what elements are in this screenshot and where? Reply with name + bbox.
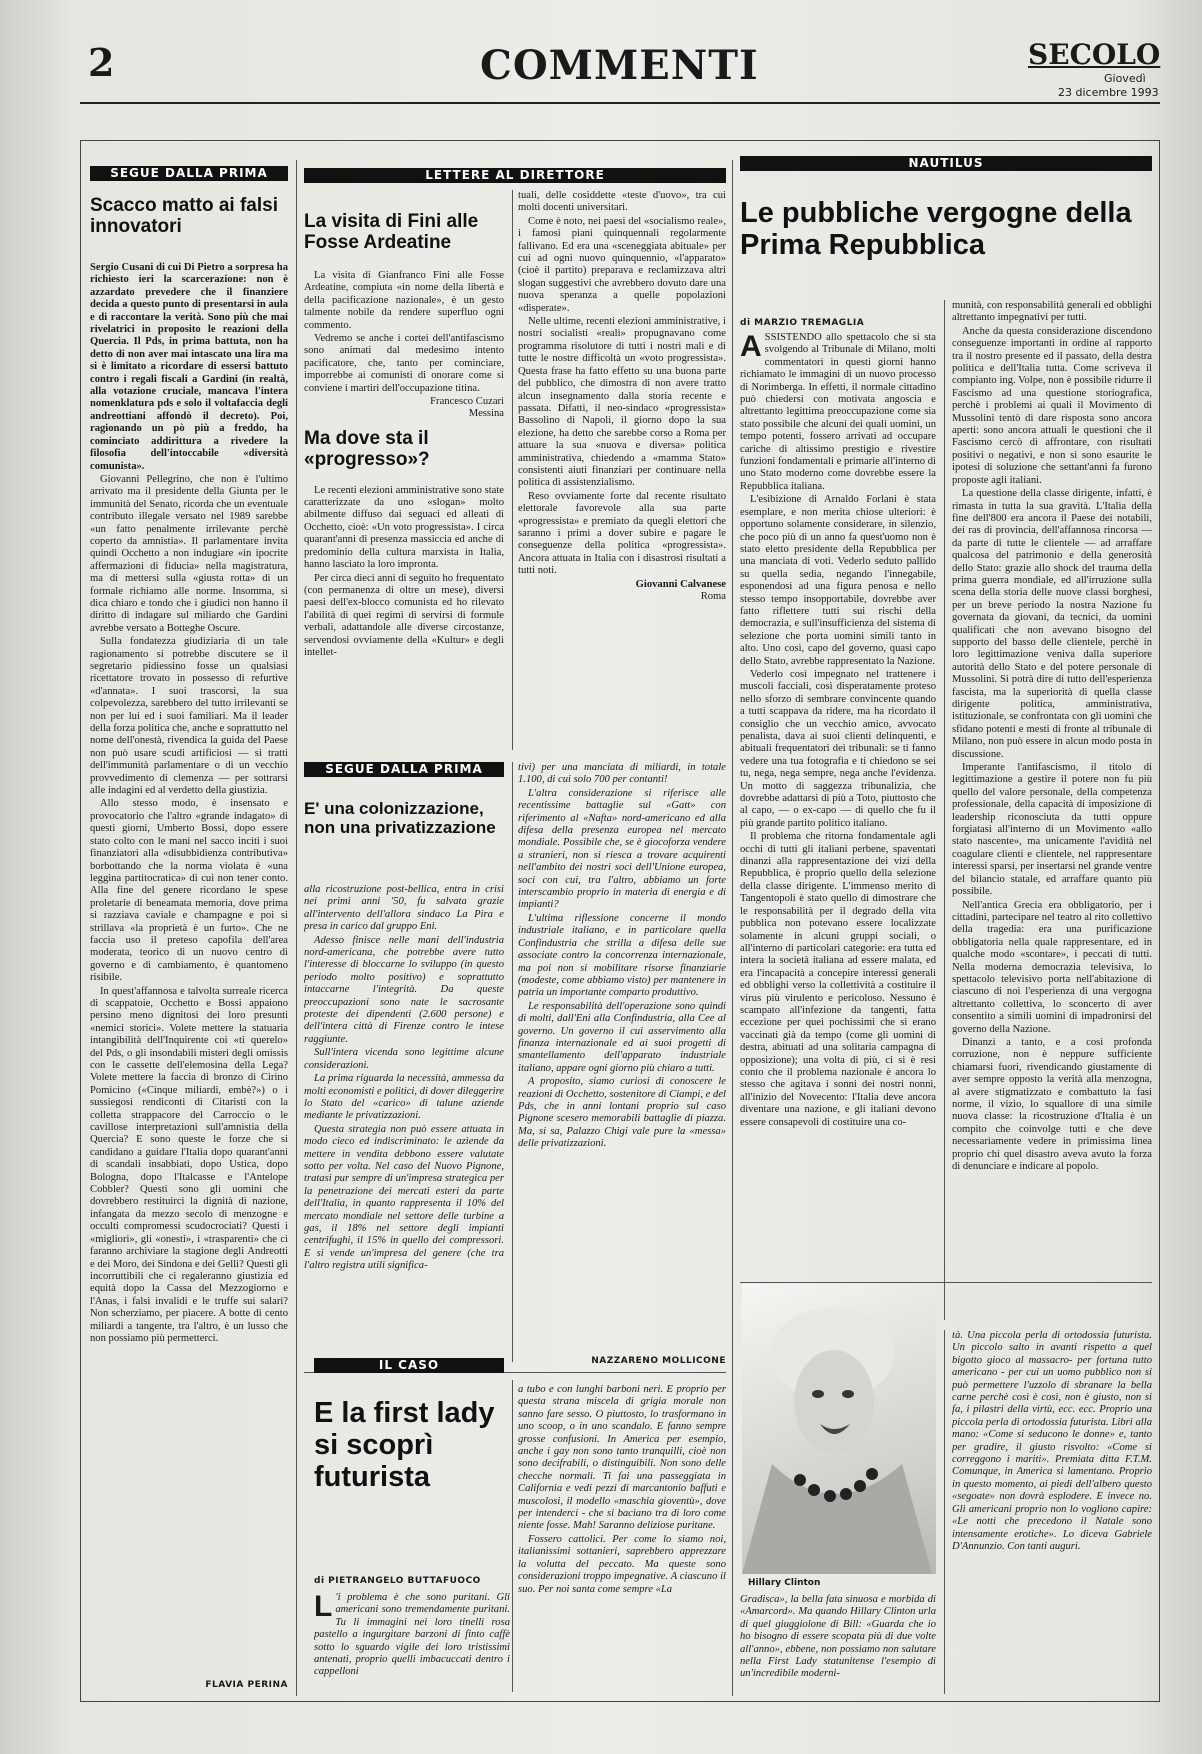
paragraph: La questione della classe dirigente, infatti, è rimasta in tutta la sua gravità. L'Italia della fine dell'800 era ancora il Paese dei notabili, dei ras di provincia, dell'affannosa rincorsa — da parte di tutte le clientele — ad arraffare qualcosa del patrimonio e della generosità dello Stato: grazie allo shock del trauma della prima guerra mondiale, ed all'irruzione sulla scena della storia delle nuove classi borghesi, per un breve periodo la nostra Nazione fu governata da giovani, da tecnici, da uomini qualificati che non avevano bisogno del supporto del basso delle clientele, perchè in loro legittimazione veniva dalla superiore autorità dello Stato e del potere personale di Mussolini. Si potrà dire di tutto dell'esperienza fascista, ma la superiorità di quella classe dirigente politica, amministrativa, istituzionale, se confrontata con gli uomini che sfidano potenti e mesti di fronte al tribunale di Milano, non può essere in alcun modo posta in discussione. — [952, 488, 1152, 760]
byline-buttafuoco: di PIETRANGELO BUTTAFUOCO — [314, 1576, 481, 1586]
issue-date: 23 dicembre 1993 — [1058, 86, 1159, 99]
drop-cap: L — [314, 1592, 333, 1623]
letter-signature-name: Giovanni Calvanese — [635, 578, 726, 590]
paragraph: Dinanzi a tanto, e a così profonda corruzione, non è neppure sufficiente chiamarsi fuori, rivendicando giustamente di aver sempre opposto la verità alla menzogna, al avere stigmatizzato e combattuto la fasi norme, il vizio, lo squallore di una simile nuova classe: la ricostruzione d'Italia è un compito che coinvolge tutti e che deve necessariamente vedere in primissima linea proprio chi quel disastro aveva avuto la forza di denunciare e indicare al popolo. — [952, 1036, 1152, 1173]
article-first-lady-col4 — [952, 1330, 1152, 1692]
column-divider — [512, 190, 513, 750]
headline-first-lady: E la first lady si scoprì futurista — [314, 1397, 495, 1493]
paragraph: a tubo e con lunghi barboni neri. E proprio per questa strana miscela di grigia morale non sanno fare sesso. O piuttosto, lo trasformano in uno scoop, o in uno scandalo. E fanno sempre grosse confusioni. In America per esempio, anche i gay non sono tanto tranquilli, cioè non sono decifrabili, o distinguibili. Non sono delle checche normali. Ti fai una passeggiata in California e vedi pezzi di marcantonio baffuti e muscolosi, il modello «maschia gioventù», dove per intenderci - che si baciano tra di loro come niente fosse. Mah! Saranno deliziose puritane. — [518, 1384, 726, 1532]
article-nautilus-col1 — [740, 332, 936, 1276]
kicker-segue-2: SEGUE DALLA PRIMA — [304, 762, 504, 777]
page-number: 2 — [88, 40, 115, 85]
hillary-clinton-photo — [742, 1284, 936, 1574]
paragraph: La prima riguarda la necessità, ammessa da molti economisti e politici, di dover dileggerire lo Stato del «carico» di talune aziende mediante le privatizzazioni. — [304, 1073, 504, 1122]
paragraph: tà. Una piccola perla di ortodossia futurista. Un piccolo salto in avanti rispetto a quel bigotto gioco al massacro- per fortuna tutto americano - per cui un uomo pubblico non si può permettere l'uzzolo di sbranare la bella carne perchè così è così, non è giusto, non si fa, i pilastri della virtù, ecc. ecc. Proprio una piccola perla di ortodossia futurista. Libri alla mano: «Come si seducono le donne» e, tanto per gradire, il giusto risvolto: «Come si correggono i mariti». Premiata ditta F.T.M. Comunque, in America si lamentano. Proprio in questo momento, ai piedi dell'albero questo «segoate» non dovrà esplodere. E invece no. Gli americani proprio non lo vogliono capire: «Le notti che precedono il Natale sono intensamente erotiche». Lo diceva Gabriele D'Annunzio. Con tanti auguri. — [952, 1330, 1152, 1552]
section-title: COMMENTI — [480, 42, 759, 89]
paragraph: Imperante l'antifascismo, il titolo di legittimazione a gestire il potere non fu più quello del valore personale, della competenza professionale, della capacità di imposizione di leadership riconosciuta da tutti oppure forgiatasi all'interno di un Movimento «allo stato nascente», ma unicamente l'avidità nel coagulare clienti e clientele, nel rappresentare interessi sparsi, per insertarsi nel grande ventre del bilancio statale, ed arraffare quanto più possibile. — [952, 762, 1152, 898]
column-divider — [512, 762, 513, 1362]
paragraph: Nelle ultime, recenti elezioni amministrative, i nostri socialisti «reali» propugnavano come programma risolutore di tutti i nostri mali e di tutte le nostre difficoltà un «voto progressista». Questa frase ha fatto effetto su una buona parte del pubblico, che dimostra di non avere tratto alcun insegnamento dalla storia recente e passata. Difatti, il neo-sindaco «progressista» Bassolino di Napoli, il giorno dopo la sua elezione, ha detto che sarebbe corso a Roma per attuare la sua «nuova e diversa» politica amministrativa, chiedendo a «mamma Stato» consistenti aiuti finanziari per continuare nella politica di assistenzialismo. — [518, 316, 726, 489]
letter-signature-city: Messina — [468, 408, 504, 420]
kicker-segue-1: SEGUE DALLA PRIMA — [90, 166, 288, 181]
article-lead: Sergio Cusani di cui Di Pietro a sorpresa ha richiesto ieri la scarcerazione: non è azzardato prevedere che il finanziere decida a questo punto di presentarsi in aula e di raccontare la verità. Sono più che mai rivelatrici in proposito le reazioni della Quercia. Il Pds, in prima battuta, non ha detto di non aver mai intascato una lira ma si è limitato a ricordare di essersi battuto contro i regali fiscali a Gardini (in realtà, alla votazione cruciale, mancava l'intera nomenklatura pds e solo il voltafaccia degli andreottiani affondò il decreto). Poi, ragionando un pò più a freddo, ha cominciato addirittura a rivedere la filosofia dell'intoccabile «diversità comunista». — [90, 262, 288, 472]
paragraph: Le recenti elezioni amministrative sono state caratterizzate da uno «slogan» molto abilmente diffuso dai seguaci ed alleati di Occhetto, cioè: «Un voto progressista». I circa quarant'anni di presenza massiccia ed anche di predominio della cultura marxista in Italia, hanno lasciato la loro impronta. — [304, 484, 504, 571]
paragraph: Come è noto, nei paesi del «socialismo reale», i famosi piani quinquennali regolarmente fallivano. Ed era una «sceneggiata abituale» per cui ad ogni nuovo quinquennio, «l'apparato» (cioè il partito) preparava e reclamizzava altri slogan suggestivi che avrebbero dovuto dare una nuova speranza a quelle popolazioni «disperate». — [518, 215, 726, 314]
byline-tremaglia: di MARZIO TREMAGLIA — [740, 318, 865, 328]
article-scacco-matto — [90, 262, 288, 1672]
column-divider — [732, 160, 733, 1696]
paragraph-text: SSISTENDO allo spettacolo che si sta svolgendo al Tribunale di Milano, molti commentatori in questi giorni hanno richiamato le immagini di un nuovo processo di Norimberga. In effetti, il normale cittadino può chiedersi con motivata angoscia e altrettanto legittima preoccupazione come sia stato possibile che alcuni dei quali uomini, un tempo potenti, fossero arrivati ad occupare cariche di altissimo prestigio e rivestire funzioni fondamentali e primarie all'interno di uno Stato moderno come dovrebbe essere la Repubblica italiana. — [740, 332, 936, 492]
paragraph: Per circa dieci anni di seguito ho frequentato (con permanenza di oltre un mese), diversi paesi dell'ex-blocco comunista ed ho rilevato l'abilità di quei regimi di servirsi di formule verbali, adattandole alle diverse circostanze, servendosi ovviamente della «Kultur» e degli intellet- — [304, 572, 504, 658]
headline-colonizzazione: E' una colonizzazione, non una privatizzazione — [304, 799, 496, 837]
paragraph: Nell'antica Grecia era obbligatorio, per i cittadini, partecipare nel teatro al rito collettivo della tragedia: era una purificazione obbligatoria nella quale rappresentare, ed in qualche modo «scontare», i peccati di tutti. Nella moderna democrazia televisiva, lo spettacolo televisivo porta nell'abitazione di ciascuno di noi l'esperienza di una vergogna altrettanto collettiva, lo sconcerto di aver consentito a simili uomini di impadronirsi del governo della Nazione. — [952, 899, 1152, 1035]
kicker-nautilus: NAUTILUS — [740, 156, 1152, 171]
paragraph: Vedremo se anche i cortei dell'antifascismo sono animati dal medesimo intento pacificatore, che, tanto per cominciare, imporrebbe ai comunisti di onorare come si conviene i martiri dell'occupazione titina. — [304, 333, 504, 394]
signature-perina: FLAVIA PERINA — [205, 1680, 288, 1690]
paragraph: Fossero cattolici. Per come lo siamo noi, italianissimi sottanieri, saprebbero apprezzare la volutta del peccato. Ma queste sono considerazioni troppo impegnative. A ciascuno il suo. Per noi santa come sempre «La — [518, 1533, 726, 1595]
drop-cap: A — [740, 332, 762, 363]
paragraph: La visita di Gianfranco Fini alle Fosse Ardeatine, compiuta «in nome della libertà e della pacificazione nazionale», è un gesto talmente nobile da rendere superfluo ogni commento. — [304, 270, 504, 331]
column-divider — [512, 1380, 513, 1692]
kicker-il-caso: IL CASO — [314, 1358, 504, 1373]
article-first-lady-col2 — [518, 1384, 726, 1684]
paragraph: L'ultima riflessione concerne il mondo industriale italiano, e in particolare quella Confindustria che strilla a difesa delle sue associate contro la concorrenza internazionale, ma poi non si mobilitare risorse finanziarie (modeste, come abbiamo visto) per mantenere in patria un importante comparto produttivo. — [518, 912, 726, 999]
paragraph: L'esibizione di Arnaldo Forlani è stata esemplare, e non merita chiose ulteriori: è opportuno solamente considerare, in silenzio, che poco più di un anno fa quest'uomo non è stato eletto presidente della Repubblica per una manciata di voti. Vederlo seduto pallido su quella sedia, negando l'innegabile, esponendosi ad una figura penosa e nello stesso tempo insopportabile, dovrebbe aver fatto riflettere tutti sui rischi della democrazia, e sull'insufficienza del sistema di selezione che porta uomini simili tanto in alto. Uno così, capo del governo, quasi capo dello Stato, avrebbe rappresentato la Nazione. — [740, 494, 936, 667]
masthead: SECOLO — [1028, 38, 1161, 71]
section-rule — [740, 1282, 1152, 1283]
article-first-lady-col1 — [314, 1592, 510, 1692]
article-colonizzazione-left — [304, 884, 504, 1344]
header-rule — [80, 102, 1160, 104]
paragraph: Le responsabilità dell'operazione sono quindi di molti, dall'Eni alla Confindustria, alla Cee al governo. Un governo il cui asservimento alla finanza internazionale ed ai suoi progetti di smantellamento dell'apparato industriale italiano, appare ogni giorno più chiaro a tutti. — [518, 1000, 726, 1074]
paragraph: Il problema che ritorna fondamentale agli occhi di tutti gli italiani perbene, spaventati dinanzi alla rappresentazione dei vizi della Repubblica, è proprio quello della selezione della classe dirigente. L'immenso merito di Tangentopoli è stato quello di dimostrare che le responsabilità per il degrado della vita pubblica non potevano essere localizzate solamente in alcuni gruppi sociali, o all'interno di particolari categorie: era tutta ed intera la società italiana ad essere malata, ed era l'incapacità a concepire interessi generali ed obblighi verso la collettività a costituire il virus più virulento e pericoloso. Nessuno è scampato all'infezione da tangenti, fatta eccezione per quei pochissimi che si erano vaccinati già da tempo (come gli uomini di destra, abituati ad una solitaria campagna di opposizione); una volta di più, ci si è resi conto che il problema nazionale è ancora lo stesso che agitava i sonni dei nostri nonni, all'inizio del Novecento: l'Italia deve ancora diventare una nazione, e gli italiani devono essere consapevoli di costituire una co- — [740, 831, 936, 1128]
paragraph: Giovanni Pellegrino, che non è l'ultimo arrivato ma il presidente della Giunta per le immunità del Senato, ricorda che un eventuale contributo illegale versato nel 1989 sarebbe «un fatto penalmente irrilevante perchè coperto da amnistia». Il parlamentare invita quindi Occhetto a non indugiare «in ipocrite affermazioni di fiducia» nella magistratura, ma di mettersi sulla «giusta rotta» di un formale richiamo alle norme. Insomma, si dica chiaro e tondo che i giudici non hanno il diritto di indagare sul miliardo che Gardini avrebbe versato a Botteghe Oscure. — [90, 473, 288, 634]
paragraph: alla ricostruzione post-bellica, entra in crisi nei primi anni '50, fu salvata grazie all'intervento dell'allora sindaco La Pira e presa in carico dal gruppo Eni. — [304, 884, 504, 933]
issue-day: Giovedì — [1104, 72, 1146, 85]
paragraph: Anche da questa considerazione discendono conseguenze importanti in ordine al rapporto tra il nostro presente ed il passato, della destra politica e dell'Italia tutta. Come scriveva il compianto ing. Volpe, non è possibile ridurre il Fascismo ad una questione storiografica, perchè i problemi ai quali il Movimento di Mussolini tentò di dare risposta sono ancora aperti: sono ancora attuali le questioni che il Fascismo cercò di affrontare, con risultati positivi o negativi, e non si sono esaurite le ipotesi di soluzione che settant'anni fa furono proposte agli italiani. — [952, 325, 1152, 486]
column-divider — [296, 160, 297, 1696]
article-colonizzazione-right — [518, 762, 726, 1346]
paragraph: tivi) per una manciata di miliardi, in totale 1.100, di cui solo 700 per contanti! — [518, 762, 726, 786]
paragraph: Vederlo così impegnato nel trattenere i muscoli facciali, così disperatamente proteso nello sforzo di sembrare convincente quando a tutti scappava da ridere, ma ha ricordato il consiglio che un vecchio amico, avvocato penalista, dava ai suoi clienti delinquenti, e abituali frequentatori dei tribunali: se ti fanno vedere una tua fotografia e ti chiedono se sei tu, nega, nega sempre, nega anche l'evidenza. Un motto di saggezza tribunalizia, che dovrebbe adattarsi di più a Toto, piuttosto che al capo, — o ex-capo — di quello che fu il più grande partito politico italiano. — [740, 668, 936, 829]
headline-visita-fini: La visita di Fini alle Fosse Ardeatine — [304, 211, 479, 253]
paragraph: tuali, delle cosiddette «teste d'uovo», tra cui molti docenti universitari. — [518, 190, 726, 214]
letter-signature-city: Roma — [700, 591, 726, 602]
headline-progresso: Ma dove sta il «progresso»? — [304, 427, 430, 470]
paragraph: A proposito, siamo curiosi di conoscere le reazioni di Occhetto, sostenitore di Ciampi, e del Pds, che in anni lontani proprio sul caso Pignone scesero memorabili battaglie di piazza. Ma, si sa, Palazzo Chigi vale pure la «messa» delle privatizzazioni. — [518, 1076, 726, 1150]
portrait-illustration — [742, 1284, 936, 1574]
paragraph: 'i problema è che sono puritani. Gli americani sono tremendamente puritani. Tu li immagini nei loro tinelli rosa pastello a ingurgitare barzoni di finto caffè sotto lo sguardo vigile dei loro tristissimi antenati, proprio quelli imbacuccati dentro i cappelloni — [314, 1592, 510, 1678]
letter-signature-name: Francesco Cuzari — [430, 396, 504, 408]
kicker-lettere: LETTERE AL DIRETTORE — [304, 168, 726, 183]
photo-caption: Hillary Clinton — [748, 1578, 821, 1588]
headline-pubbliche-vergogne: Le pubbliche vergogne della Prima Repubblica — [740, 197, 1132, 261]
paragraph: In quest'affannosa e talvolta surreale ricerca di scappatoie, Occhetto e Bossi appaiono persino meno dignitosi dei loro presunti «nemici storici». Volete mettere la statuaria intangibilità dell'Inquirente coi «ti querelo» del Pds, o gli insondabili misteri degli omissis con le cassette dell'elemosina della Lega? Volete mettere la faccia di bronzo di Cirino Pomicino («Cinque miliardi, embè?») o i sussiegosi rendiconti di Citaristi con la colletta strappacore del Carroccio o le cavillose interpretazioni sull'amnistia della Quercia? E sono queste le forze che si candidano a guidare l'Italia dopo quarant'anni di scandali insabbiati, dopo Ustica, dopo Bologna, dopo l'Italcasse e l'Antelope Cobbler? Questi sono gli uomini che dovrebbero restituirci la dignità di nazione, infangata da mezzo secolo di menzogne e occulti compromessi scudocrociati? Questi i «migliori», gli «onesti», i «trasparenti» che ci faranno archiviare la stagione degli Andreotti e dei Moro, dei Sindona e dei Gelli? Questi gli incorruttibili che ci regaleranno giustizia ed equità dopo la Cassa del Mezzogiorno e l'Anas, i falsi invalidi e le truffe sui salari? Non scherziamo, per piacere. A botte di cento miliardi a tangente, tra l'altro, è un lusso che non possiamo più permetterci. — [90, 985, 288, 1344]
article-nautilus-col2 — [952, 300, 1152, 1320]
paragraph: Reso ovviamente forte dal recente risultato elettorale favorevole alla sua parte «progressista» e premiato da quegli elettori che saranno i primi a dover subire e pagare le conseguenze della politica «progressista». Ancora attuata in Italia con i disastrosi risultati a tutti noti. — [518, 490, 726, 577]
paragraph: Questa strategia non può essere attuata in modo cieco ed indiscriminato: le aziende da mettere in vendita debbono essere valutate sotto per volta. Nel caso del Nuovo Pignone, tratasi pur sempre di un'impresa strategica per la penetrazione dei mercati esteri da parte dell'Italia, in quanto rappresenta il 10% del mercato mondiale nel settore delle turbine a gas, il 18% nel settore degli impianti centrifughi, il 15% in quello dei compressori. E si vende un'impresa del genere (che tra l'altro registra utili significa- — [304, 1123, 504, 1272]
column-divider — [944, 300, 945, 1320]
paragraph: Adesso finisce nelle mani dell'industria nord-americana, che potrebbe avere tutto l'interesse di bloccarne lo sviluppo (in questo periodo molto positivo) e soprattutto intaccarne l'integrità. Da queste preoccupazioni sono nate le sacrosante proteste dei dipendenti (2.600 persone) e dell'intera città di Firenze contro le intese raggiunte. — [304, 934, 504, 1045]
paragraph: Allo stesso modo, è insensato e provocatorio che l'altro «grande indagato» di questi giorni, Umberto Bossi, dopo essere stato colto con le mani nel sacco inciti i suoi finanziatori alla «disubbidienza contributiva» borbottando che la norma violata è «una leggina partitocratica» di cui non tener conto. Alla fine del genere ricordano le spese proletarie di beneamata memoria, dove prima si razziava caviale e champagne e poi si strillava «la proprietà è un furto». Che ne faccia uso il preteso capofila dell'area moderata, teorico di un nuovo centro di governo e di cambiamento, è quantomeno risibile. — [90, 798, 288, 984]
signature-mollicone: NAZZARENO MOLLICONE — [591, 1356, 726, 1366]
letters-left-column — [304, 270, 504, 790]
paragraph: Sulla fondatezza giudiziaria di un tale ragionamento si potrebbe discutere se il segretario pidiessino fosse un qualsiasi ricettatore trovato in possesso di refurtive «d'annata». I suoi trascorsi, la sua colpevolezza, sarebbero del tutto irrilevanti se non per lui ed i suoi familiari. Ma il leader della forza politica che, anche e soprattutto nel nome dell'onestà, rivendica la guida del Paese non può usare scudi artificiosi — si tratti dell'immunità parlamentare o di un vecchio provvedimento di clemenza — per sottrarsi alle indagini ed al verdetto della giustizia. — [90, 636, 288, 797]
paragraph: Gradisca», la bella fata sinuosa e morbida di «Amarcord». Ma quando Hillary Clinton urla di quel giuggiolone di Bill: «Guarda che io ho bisogno di essere scopata più di due volte all'anno», ebbene, non possiamo non salutare nella First Lady statunitense l'esempio di un'incredibile moderni- — [740, 1594, 936, 1680]
headline-scacco-matto: Scacco matto ai falsi innovatori — [90, 195, 278, 237]
column-divider — [944, 1330, 945, 1694]
paragraph: L'altra considerazione si riferisce alle recentissime battaglie sul «Gatt» con riferimento al «Nafta» nord-americano ed alla difesa della presenza europea nel mercato mondiale. Possibile che, se è giocoforza vendere a stranieri, non si riesca a trovare acquirenti nell'ambito dei nostri soci dell'Unione europea, soci con cui, tra l'altro, abbiamo un forte interscambio proprio in materia di energia e di impianti? — [518, 787, 726, 911]
letters-right-column — [518, 190, 726, 750]
article-first-lady-col3 — [740, 1594, 936, 1692]
paragraph — [740, 332, 936, 493]
paragraph: Sull'intera vicenda sono legittime alcune considerazioni. — [304, 1047, 504, 1071]
paragraph: munità, con responsabilità generali ed obblighi altrettanto impegnativi per tutti. — [952, 300, 1152, 324]
